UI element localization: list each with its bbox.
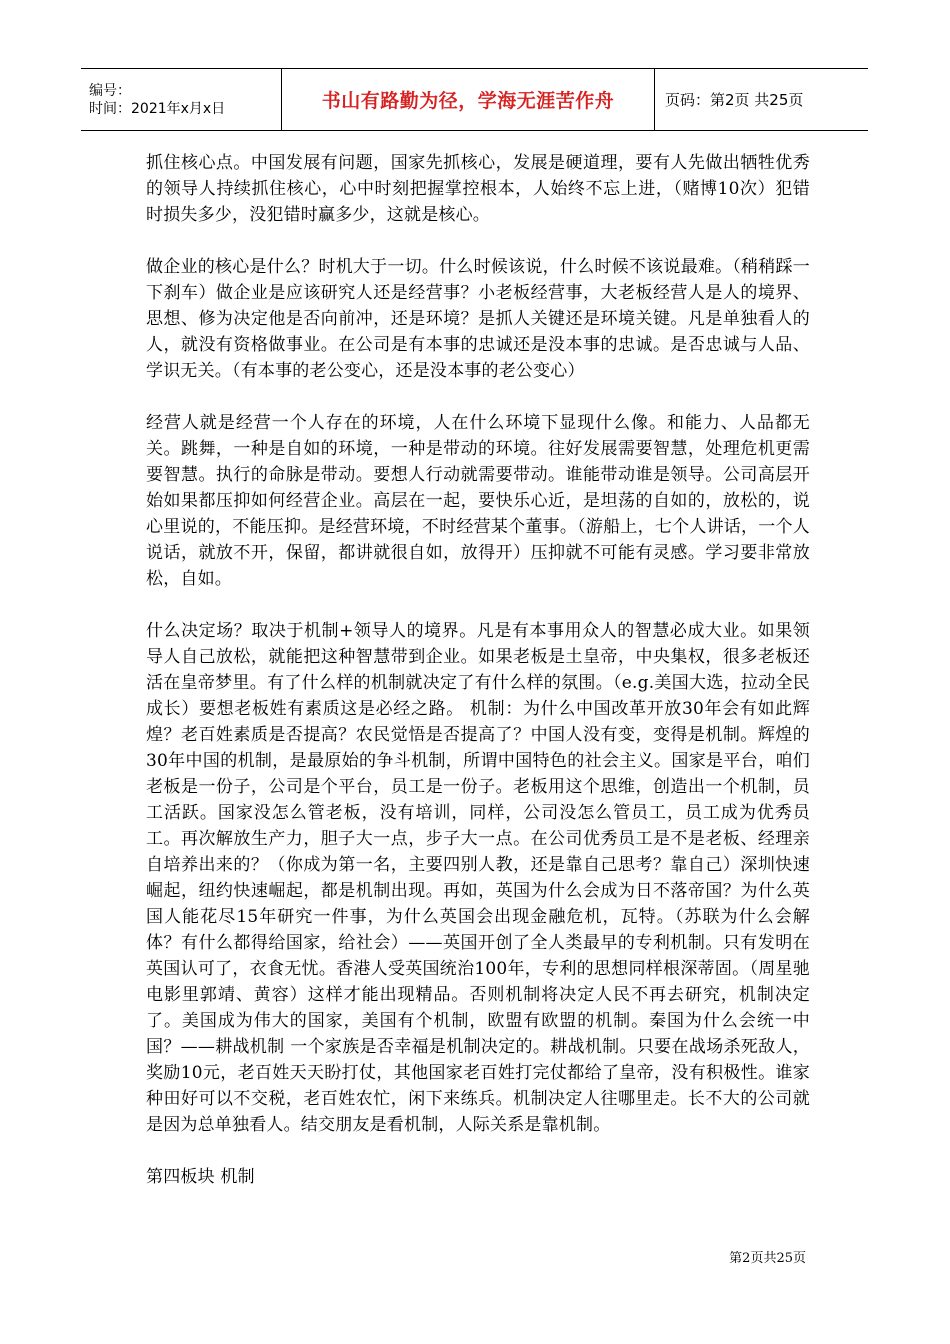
footer-page-number: 第2页共25页 <box>729 1251 806 1266</box>
paragraph: 做企业的核心是什么？时机大于一切。什么时候该说，什么时候不该说最难。（稍稍踩一下刹车）做企业是应该研究人还是经营事？小老板经营事，大老板经营人是人的境界、思想、修为决定他是否向前冲，还是环境？是抓人关键还是环境关键。凡是单独看人的人，就没有资格做事业。在公司是有本事的忠诚还是没本事的忠诚。是否忠诚与人品、学识无关。（有本事的老公变心，还是没本事的老公变心） <box>146 257 810 381</box>
header-meta <box>81 69 282 130</box>
document-number-label: 编号： <box>89 82 131 99</box>
header-page-cell <box>655 69 868 130</box>
paragraph: 抓住核心点。中国发展有问题，国家先抓核心，发展是硬道理，要有人先做出牺牲优秀的领导人持续抓住核心，心中时刻把握掌控根本，人始终不忘上进，（赌博10次）犯错时损失多少，没犯错时赢多少，这就是核心。 <box>146 153 810 225</box>
section-heading: 第四板块 机制 <box>146 1167 255 1187</box>
document-date: 时间：2021年x月x日 <box>89 100 226 117</box>
page-footer <box>729 1247 806 1266</box>
page-header <box>81 68 868 131</box>
header-motto: 书山有路勤为径，学海无涯苦作舟 <box>321 90 615 112</box>
paragraph: 经营人就是经营一个人存在的环境，人在什么环境下显现什么像。和能力、人品都无关。跳舞，一种是自如的环境，一种是带动的环境。往好发展需要智慧，处理危机更需要智慧。执行的命脉是带动。要想人行动就需要带动。谁能带动谁是领导。公司高层开始如果都压抑如何经营企业。高层在一起，要快乐心近，是坦荡的自如的，放松的，说心里说的，不能压抑。是经营环境，不时经营某个董事。（游船上，七个人讲话，一个人说话，就放不开，保留，都讲就很自如，放得开）压抑就不可能有灵感。学习要非常放松，自如。 <box>146 413 810 589</box>
paragraph: 什么决定场？取决于机制+领导人的境界。凡是有本事用众人的智慧必成大业。如果领导人自己放松，就能把这种智慧带到企业。如果老板是土皇帝，中央集权，很多老板还活在皇帝梦里。有了什么样的机制就决定了有什么样的氛围。（e.g.美国大选，拉动全民成长）要想老板姓有素质这是必经之路。 机制：为什么中国改革开放30年会有如此辉煌？老百姓素质是否提高？农民觉悟是否提高了？中国人没有变，变得是机制。辉煌的30年中国的机制，是最原始的争斗机制，所谓中国特色的社会主义。国家是平台，咱们老板是一份子，公司是个平台，员工是一份子。老板用这个思维，创造出一个机制，员工活跃。国家没怎么管老板，没有培训，同样，公司没怎么管员工，员工成为优秀员工。再次解放生产力，胆子大一点，步子大一点。在公司优秀员工是不是老板、经理亲自培养出来的？（你成为第一名，主要四别人教，还是靠自己思考？靠自己）深圳快速崛起，纽约快速崛起，都是机制出现。再如，英国为什么会成为日不落帝国？为什么英国人能花尽15年研究一件事，为什么英国会出现金融危机，瓦特。（苏联为什么会解体？有什么都得给国家，给社会）——英国开创了全人类最早的专利机制。只有发明在英国认可了，衣食无忧。香港人受英国统治100年，专利的思想同样根深蒂固。（周星驰电影里郭靖、黄容）这样才能出现精品。否则机制将决定人民不再去研究，机制决定了。美国成为伟大的国家，美国有个机制，欧盟有欧盟的机制。秦国为什么会统一中国？——耕战机制 一个家族是否幸福是机制决定的。耕战机制。只要在战场杀死敌人，奖励10元，老百姓天天盼打仗，其他国家老百姓打完仗都给了皇帝，没有积极性。谁家种田好可以不交税，老百姓农忙，闲下来练兵。机制决定人往哪里走。长不大的公司就是因为总单独看人。结交朋友是看机制，人际关系是靠机制。 <box>146 621 810 1135</box>
header-motto-cell <box>282 69 655 130</box>
header-page-info: 页码：第2页 共25页 <box>665 91 804 109</box>
document-body <box>146 150 810 1216</box>
